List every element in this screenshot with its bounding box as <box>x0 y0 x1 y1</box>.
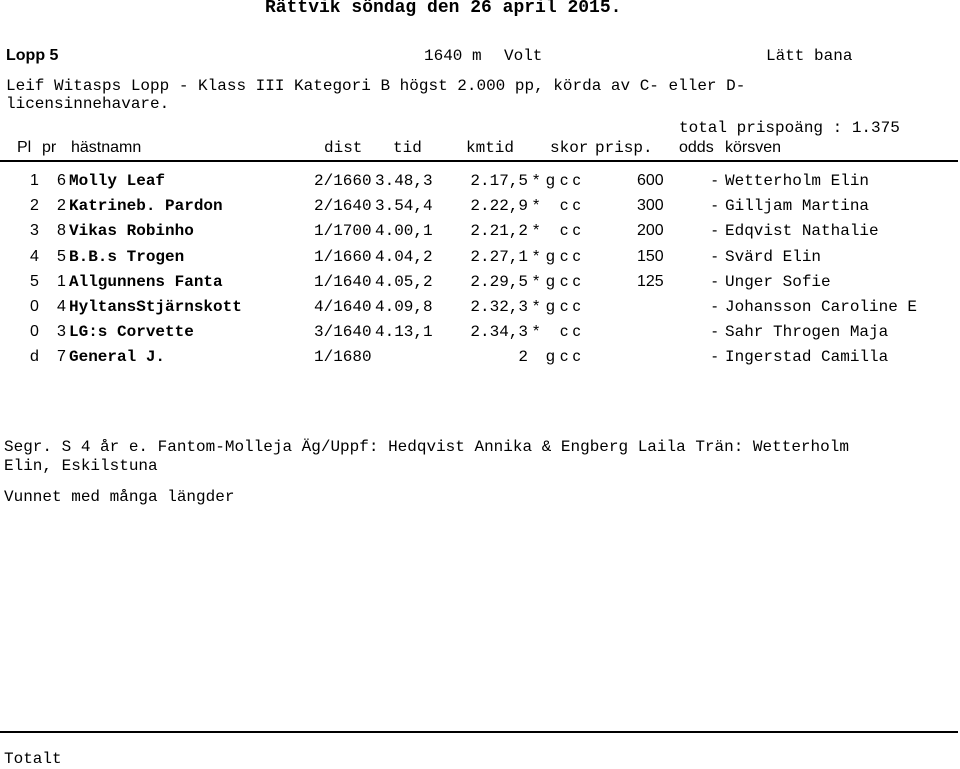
footer-rule <box>0 731 958 733</box>
cell-dist: 2/1640 <box>314 197 372 216</box>
cell-mark: * <box>533 298 540 315</box>
cell-pr: 1 <box>57 272 66 290</box>
cell-dist: 1/1700 <box>314 222 372 241</box>
table-row <box>0 221 960 241</box>
cell-horse: General J. <box>69 348 166 367</box>
winner-info-line2: Elin, Eskilstuna <box>4 457 158 475</box>
cell-dash: - <box>712 348 718 366</box>
cell-dash: - <box>712 298 718 315</box>
cell-pr: 6 <box>57 172 66 189</box>
race-description-line2: licensinnehavare. <box>6 95 170 113</box>
header-pr: pr <box>42 139 57 156</box>
cell-dist: 1/1660 <box>314 247 372 266</box>
cell-kmtid: 2.21,2 <box>470 222 528 241</box>
cell-dist: 1/1640 <box>314 272 372 291</box>
cell-dash: - <box>712 197 718 215</box>
header-rule <box>0 160 958 162</box>
cell-driver: Ingerstad Camilla <box>725 348 889 367</box>
cell-g: g <box>546 272 555 290</box>
cell-pr: 7 <box>57 348 66 366</box>
cell-dist: 4/1640 <box>314 298 372 316</box>
table-row <box>0 196 960 216</box>
track-condition: Lätt bana <box>766 47 853 65</box>
race-distance: 1640 m <box>424 47 482 65</box>
cell-skor: c c <box>560 323 581 341</box>
cell-skor: c c <box>560 172 581 189</box>
cell-horse: Katrineb. Pardon <box>69 197 223 216</box>
cell-tid: 3.48,3 <box>375 172 433 190</box>
cell-kmtid: 2.27,1 <box>470 247 528 266</box>
table-row <box>0 322 960 342</box>
cell-driver: Johansson Caroline E <box>725 298 918 316</box>
cell-horse: LG:s Corvette <box>69 323 194 342</box>
cell-tid: 4.00,1 <box>375 222 433 241</box>
header-tid: tid <box>393 139 422 157</box>
race-start-type: Volt <box>504 47 543 65</box>
race-comment: Vunnet med många längder <box>4 488 235 506</box>
cell-pl: 3 <box>30 222 39 240</box>
cell-pl: 5 <box>30 272 39 290</box>
cell-horse: Molly Leaf <box>69 172 166 190</box>
table-row <box>0 347 960 367</box>
cell-mark: * <box>533 197 540 215</box>
cell-mark: * <box>533 272 540 290</box>
cell-mark: * <box>533 172 540 189</box>
cell-skor: c c <box>560 247 581 265</box>
header-prisp: prisp. <box>595 139 653 157</box>
cell-skor: c c <box>560 298 581 315</box>
table-row <box>0 247 960 267</box>
cell-dash: - <box>712 272 718 290</box>
race-description-line1: Leif Witasps Lopp - Klass III Kategori B högst 2.000 pp, körda av C- eller D- <box>6 77 746 95</box>
cell-skor: c c <box>560 348 581 366</box>
cell-dist: 1/1680 <box>314 348 372 367</box>
cell-pl: 1 <box>30 172 39 189</box>
cell-horse: B.B.s Trogen <box>69 247 185 266</box>
header-horse: hästnamn <box>71 139 142 156</box>
table-row <box>0 171 960 191</box>
cell-kmtid: 2.29,5 <box>470 272 528 291</box>
cell-kmtid: 2.32,3 <box>470 298 528 316</box>
cell-dash: - <box>712 222 718 240</box>
cell-tid: 3.54,4 <box>375 197 433 216</box>
cell-tid: 4.09,8 <box>375 298 433 316</box>
cell-prisp: 200 <box>637 222 664 240</box>
cell-pr: 3 <box>57 323 66 341</box>
cell-skor: c c <box>560 272 581 290</box>
cell-prisp: 125 <box>637 272 664 290</box>
cell-horse: Allgunnens Fanta <box>69 272 223 291</box>
cell-horse: Vikas Robinho <box>69 222 194 241</box>
cell-driver: Unger Sofie <box>725 272 831 291</box>
table-row <box>0 272 960 292</box>
cell-driver: Edqvist Nathalie <box>725 222 879 241</box>
header-dist: dist <box>324 139 363 157</box>
cell-dash: - <box>712 172 718 189</box>
cell-prisp: 150 <box>637 247 664 265</box>
cell-pr: 2 <box>57 197 66 215</box>
cell-tid: 4.05,2 <box>375 272 433 291</box>
cell-dist: 3/1640 <box>314 323 372 342</box>
footer-totalt: Totalt <box>4 750 62 768</box>
race-number: Lopp 5 <box>6 47 59 64</box>
cell-g: g <box>546 247 555 265</box>
cell-kmtid: 2.17,5 <box>470 172 528 190</box>
cell-pl: 4 <box>30 247 39 265</box>
header-odds: odds <box>679 139 714 156</box>
cell-dist: 2/1660 <box>314 172 372 190</box>
cell-pr: 8 <box>57 222 66 240</box>
cell-dash: - <box>712 323 718 341</box>
cell-driver: Wetterholm Elin <box>725 172 870 190</box>
cell-driver: Sahr Throgen Maja <box>725 323 889 342</box>
cell-horse: HyltansStjärnskott <box>69 298 242 316</box>
cell-pl: 0 <box>30 323 39 341</box>
cell-kmtid: 2.34,3 <box>470 323 528 342</box>
cell-pr: 4 <box>57 298 66 315</box>
cell-pl: 0 <box>30 298 39 315</box>
table-header <box>0 138 960 158</box>
cell-mark: * <box>533 222 540 240</box>
cell-kmtid: 2 <box>518 348 528 367</box>
cell-g: g <box>546 298 555 315</box>
cell-mark: * <box>533 247 540 265</box>
total-prize-points: total prispoäng : 1.375 <box>679 119 900 137</box>
cell-skor: c c <box>560 222 581 240</box>
header-skor: skor <box>550 139 589 157</box>
cell-mark: * <box>533 323 540 341</box>
cell-prisp: 600 <box>637 172 664 189</box>
cell-g: g <box>546 348 555 366</box>
header-driver: körsven <box>725 139 782 156</box>
cell-tid: 4.04,2 <box>375 247 433 266</box>
cell-skor: c c <box>560 197 581 215</box>
cell-driver: Gilljam Martina <box>725 197 870 216</box>
header-kmtid: kmtid <box>466 139 515 157</box>
page-title: Rättvik söndag den 26 april 2015. <box>265 0 622 18</box>
cell-dash: - <box>712 247 718 265</box>
cell-g: g <box>546 172 555 189</box>
cell-pl: 2 <box>30 197 39 215</box>
table-row <box>0 297 960 317</box>
cell-driver: Svärd Elin <box>725 247 822 266</box>
cell-prisp: 300 <box>637 197 664 215</box>
winner-info-line1: Segr. S 4 år e. Fantom-Molleja Äg/Uppf: Hedqvist Annika & Engberg Laila Trän: Wetterholm <box>4 438 849 456</box>
cell-pr: 5 <box>57 247 66 265</box>
cell-tid: 4.13,1 <box>375 323 433 342</box>
header-pl: Pl <box>17 139 32 156</box>
cell-kmtid: 2.22,9 <box>470 197 528 216</box>
cell-pl: d <box>30 348 39 366</box>
